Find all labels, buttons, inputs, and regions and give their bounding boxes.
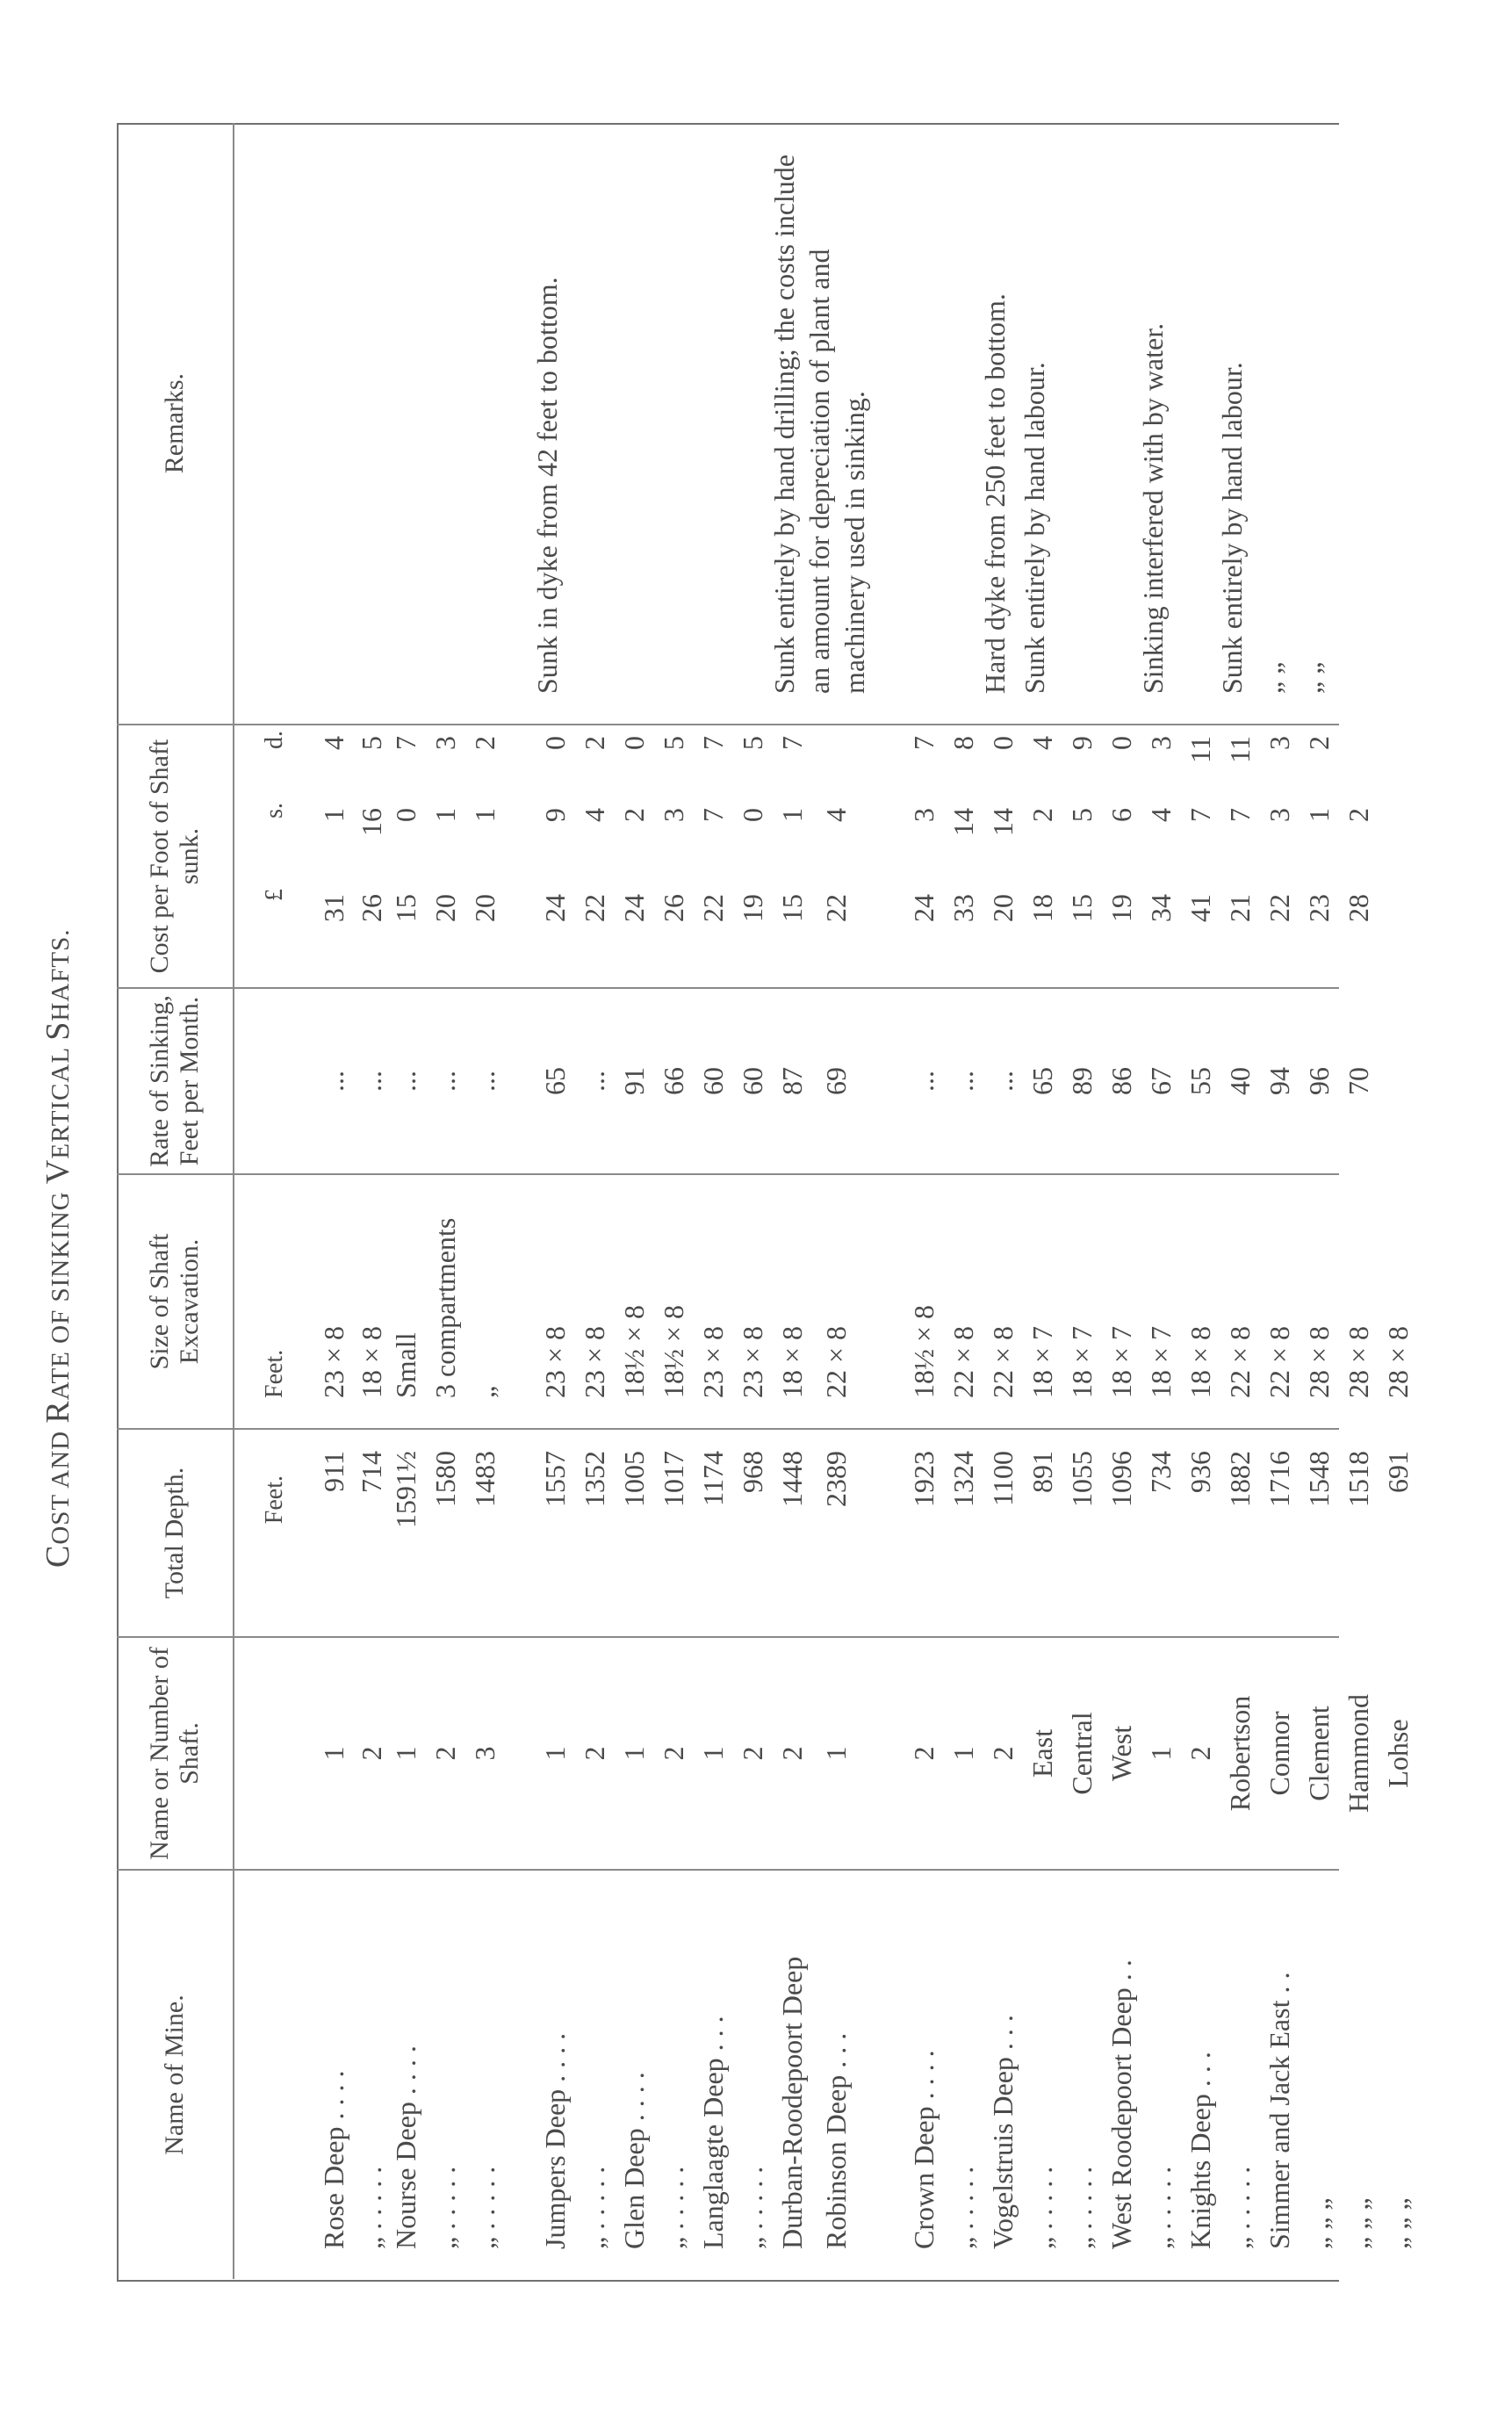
rate-cell: 86 bbox=[1105, 1067, 1137, 1095]
size-cell: 18½ × 8 bbox=[657, 1304, 689, 1398]
rate-cell: 89 bbox=[1065, 1067, 1098, 1095]
pounds-value: 21 bbox=[1223, 894, 1256, 922]
size-cell: 22 × 8 bbox=[819, 1325, 852, 1398]
mine-name-cell: Langlaagte Deep . . . bbox=[696, 2016, 729, 2249]
pounds-value: 22 bbox=[819, 894, 852, 922]
depth-cell: 1100 bbox=[986, 1451, 1019, 1506]
pence-value: 3 bbox=[428, 736, 461, 750]
depth-cell: 1017 bbox=[657, 1451, 689, 1507]
rate-cell: ... bbox=[578, 1071, 610, 1092]
pounds-value: 20 bbox=[986, 894, 1019, 922]
size-cell: 3 compartments bbox=[428, 1217, 461, 1398]
shillings-value: 7 bbox=[696, 808, 729, 822]
cost-values bbox=[1224, 725, 1256, 987]
size-cell: 18½ × 8 bbox=[907, 1304, 940, 1398]
cost-values bbox=[618, 725, 651, 987]
header-rule bbox=[233, 989, 234, 1173]
mine-name-cell: „ . . . . . bbox=[355, 2166, 387, 2249]
shaft-name-cell: 2 bbox=[428, 1746, 461, 1761]
shillings-value: 1 bbox=[775, 808, 808, 822]
pence-value bbox=[1343, 736, 1375, 808]
shillings-value: 1 bbox=[428, 808, 461, 822]
pounds-value: 41 bbox=[1184, 894, 1216, 922]
shaft-name-cell: Hammond bbox=[1342, 1693, 1374, 1814]
rate-cell: 60 bbox=[736, 1067, 768, 1095]
size-cell: 18 × 7 bbox=[1144, 1325, 1177, 1398]
header-remarks: Remarks. bbox=[160, 372, 189, 474]
size-cell: 18 × 7 bbox=[1026, 1325, 1058, 1398]
cost-values bbox=[697, 725, 730, 987]
cost-values bbox=[469, 725, 501, 987]
rate-cell: 67 bbox=[1144, 1067, 1177, 1095]
depth-cell: 1580 bbox=[428, 1451, 461, 1507]
mine-name-cell: „ . . . . . bbox=[428, 2166, 461, 2249]
pence-value bbox=[820, 736, 853, 808]
pence-value: 7 bbox=[696, 736, 729, 750]
header-rule bbox=[233, 725, 234, 987]
pence-unit: d. bbox=[261, 731, 288, 749]
mine-name-cell: „ . . . . . bbox=[1065, 2166, 1098, 2249]
shaft-name-cell: Lohse bbox=[1381, 1719, 1414, 1788]
pounds-value: 23 bbox=[1302, 894, 1335, 922]
rate-cell: 66 bbox=[657, 1067, 689, 1095]
column-remarks bbox=[117, 123, 1339, 724]
shillings-value: 14 bbox=[947, 808, 979, 836]
shaft-name-cell: 2 bbox=[355, 1746, 387, 1761]
pence-value: 5 bbox=[657, 736, 689, 750]
rate-cell: ... bbox=[355, 1071, 387, 1092]
pounds-value: 24 bbox=[617, 894, 650, 922]
shaft-name-cell: East bbox=[1026, 1728, 1058, 1778]
depth-cell: 911 bbox=[317, 1451, 349, 1492]
mine-name-cell: Knights Deep . . . bbox=[1184, 2052, 1216, 2249]
cost-values bbox=[947, 725, 980, 987]
pence-value: 3 bbox=[1144, 736, 1177, 750]
depth-cell: 714 bbox=[355, 1451, 387, 1493]
pence-value: 4 bbox=[317, 736, 349, 750]
pounds-value: 28 bbox=[1342, 894, 1374, 922]
shillings-unit: s. bbox=[261, 803, 288, 819]
pounds-value: 19 bbox=[736, 894, 768, 922]
rate-cell: ... bbox=[389, 1071, 421, 1092]
cost-cell bbox=[1372, 725, 1423, 987]
size-cell: 18½ × 8 bbox=[617, 1304, 650, 1398]
shaft-name-cell: 1 bbox=[819, 1746, 852, 1761]
shillings-value: 1 bbox=[317, 808, 349, 822]
mine-name-cell: Crown Deep . . . . bbox=[907, 2050, 940, 2249]
header-rule bbox=[233, 1638, 234, 1869]
pence-value: 0 bbox=[1105, 736, 1137, 750]
size-cell: „ bbox=[468, 1385, 500, 1398]
shaft-name-cell: 1 bbox=[617, 1746, 650, 1761]
remarks-cell: Sinking interfered with by water. bbox=[1137, 322, 1169, 694]
remarks-cell: Hard dyke from 250 feet to bottom. bbox=[979, 293, 1011, 694]
shillings-value: 16 bbox=[355, 808, 387, 836]
shaft-name-cell: 1 bbox=[947, 1746, 979, 1761]
depth-cell: 1448 bbox=[775, 1451, 808, 1507]
size-cell: 22 × 8 bbox=[986, 1325, 1019, 1398]
cost-values bbox=[1264, 725, 1296, 987]
pounds-value: 20 bbox=[468, 894, 500, 922]
rate-cell: 40 bbox=[1223, 1067, 1256, 1095]
rate-cell: ... bbox=[428, 1071, 461, 1092]
depth-cell: 1716 bbox=[1263, 1451, 1295, 1507]
depth-unit: Feet. bbox=[261, 1475, 288, 1525]
depth-cell: 1591½ bbox=[389, 1451, 421, 1528]
pounds-value: 31 bbox=[317, 894, 349, 922]
size-cell: Small bbox=[389, 1332, 421, 1398]
remarks-cell: Sunk entirely by hand labour. bbox=[1216, 362, 1248, 694]
cost-values bbox=[318, 725, 350, 987]
column-shaft bbox=[117, 1636, 1414, 1869]
bottom-rule bbox=[117, 2280, 1339, 2282]
pence-value: 2 bbox=[1302, 736, 1335, 750]
shaft-name-cell: Robertson bbox=[1223, 1695, 1256, 1812]
header-rule bbox=[233, 1871, 234, 2279]
depth-cell: 1352 bbox=[578, 1451, 610, 1507]
shillings-value: 4 bbox=[578, 808, 610, 822]
depth-cell: 936 bbox=[1184, 1451, 1216, 1493]
mine-name-cell: „ . . . . . bbox=[657, 2166, 689, 2249]
cost-values bbox=[539, 725, 572, 987]
pounds-value: 19 bbox=[1105, 894, 1137, 922]
shaft-name-cell: 2 bbox=[907, 1746, 940, 1761]
pounds-unit: £ bbox=[261, 889, 288, 901]
size-cell: 23 × 8 bbox=[696, 1325, 729, 1398]
mine-name-cell: „ „ „ bbox=[1302, 2197, 1335, 2249]
size-cell: 18 × 7 bbox=[1065, 1325, 1098, 1398]
size-cell: 23 × 8 bbox=[578, 1325, 610, 1398]
remarks-cell: Sunk entirely by hand labour. bbox=[1019, 362, 1050, 694]
shaft-name-cell: 1 bbox=[389, 1746, 421, 1761]
cost-cell bbox=[459, 725, 510, 987]
shaft-name-cell: 1 bbox=[696, 1746, 729, 1761]
cost-units bbox=[261, 720, 289, 982]
shaft-name-cell: Clement bbox=[1302, 1706, 1335, 1801]
shaft-name-cell: 2 bbox=[578, 1746, 610, 1761]
shaft-name-cell: 1 bbox=[538, 1746, 571, 1761]
size-cell: 22 × 8 bbox=[1263, 1325, 1295, 1398]
shillings-value: 4 bbox=[1144, 808, 1177, 822]
shaft-name-cell: 3 bbox=[468, 1746, 500, 1761]
column-rate bbox=[117, 987, 1374, 1173]
shillings-value: 6 bbox=[1105, 808, 1137, 822]
mine-name-cell: „ „ „ bbox=[1342, 2197, 1374, 2249]
shillings-value: 7 bbox=[1223, 808, 1256, 822]
mine-name-cell: „ . . . . . bbox=[947, 2166, 979, 2249]
mine-name-cell: Nourse Deep . . . . bbox=[389, 2045, 421, 2249]
shillings-value: 4 bbox=[819, 808, 852, 822]
mine-name-cell: Rose Deep . . . . bbox=[317, 2070, 349, 2249]
pence-value: 0 bbox=[538, 736, 571, 750]
page-title: COST AND RATE OF SINKING VERTICAL SHAFTS. bbox=[40, 928, 76, 1568]
rate-cell: ... bbox=[986, 1071, 1019, 1092]
rate-cell: 60 bbox=[696, 1067, 729, 1095]
size-cell: 23 × 8 bbox=[317, 1325, 349, 1398]
size-cell: 23 × 8 bbox=[538, 1325, 571, 1398]
cost-values bbox=[1184, 725, 1217, 987]
pounds-value: 22 bbox=[578, 894, 610, 922]
depth-cell: 1483 bbox=[468, 1451, 500, 1507]
mine-name-cell: Vogelstruis Deep . . . bbox=[986, 2015, 1019, 2249]
pounds-value: 33 bbox=[947, 894, 979, 922]
cost-values bbox=[1343, 725, 1375, 987]
shaft-name-cell: West bbox=[1105, 1725, 1137, 1782]
size-cell: 18 × 8 bbox=[1184, 1325, 1216, 1398]
pounds-value: 24 bbox=[538, 894, 571, 922]
column-depth bbox=[117, 1428, 1414, 1636]
column-size bbox=[117, 1173, 1414, 1428]
pounds-value: 15 bbox=[389, 894, 421, 922]
pounds-value: 18 bbox=[1026, 894, 1058, 922]
rate-cell: 69 bbox=[819, 1067, 852, 1095]
pence-value: 0 bbox=[986, 736, 1019, 750]
rate-cell bbox=[1372, 989, 1423, 1173]
depth-cell: 1055 bbox=[1065, 1451, 1098, 1507]
shillings-value: 7 bbox=[1184, 808, 1216, 822]
mine-name-cell: „ . . . . . bbox=[578, 2166, 610, 2249]
shaft-name-cell: 2 bbox=[657, 1746, 689, 1761]
remarks-cell: Sunk entirely by hand drilling; the costs include an amount for depreciation of plant and machinery used in sinking. bbox=[768, 154, 870, 694]
pence-value: 2 bbox=[578, 736, 610, 750]
shillings-value: 2 bbox=[617, 808, 650, 822]
mine-name-cell: „ . . . . . bbox=[736, 2166, 768, 2249]
mine-name-cell: „ . . . . . bbox=[468, 2166, 500, 2249]
shillings-value: 14 bbox=[986, 808, 1019, 836]
shaft-name-cell: Connor bbox=[1263, 1711, 1295, 1796]
remarks-cell: Sunk in dyke from 42 feet to bottom. bbox=[531, 277, 563, 694]
mine-name-cell: Simmer and Jack East . . bbox=[1263, 1972, 1295, 2249]
pence-value: 7 bbox=[907, 736, 940, 750]
size-cell: 28 × 8 bbox=[1302, 1325, 1335, 1398]
header-rule bbox=[233, 1430, 234, 1636]
mine-name-cell: „ . . . . . bbox=[1144, 2166, 1177, 2249]
pounds-value: 15 bbox=[775, 894, 808, 922]
cost-values bbox=[658, 725, 690, 987]
column-mine bbox=[117, 1869, 1414, 2279]
depth-cell: 1174 bbox=[696, 1451, 729, 1506]
rate-cell: 70 bbox=[1342, 1067, 1374, 1095]
remarks-cell: „ „ bbox=[1295, 661, 1327, 694]
shaft-name-cell: Central bbox=[1065, 1712, 1098, 1795]
depth-cell: 1548 bbox=[1302, 1451, 1335, 1507]
depth-cell: 1518 bbox=[1342, 1451, 1374, 1507]
shaft-name-cell: 1 bbox=[317, 1746, 349, 1761]
header-shaft: Name or Number of Shaft. bbox=[145, 1647, 204, 1860]
pence-value: 9 bbox=[1065, 736, 1098, 750]
mine-name-cell: Jumpers Deep . . . . bbox=[538, 2032, 571, 2249]
cost-values bbox=[737, 725, 769, 987]
mine-name-cell: Durban-Roodepoort Deep bbox=[775, 1956, 808, 2249]
pence-value: 11 bbox=[1223, 736, 1256, 763]
pounds-value: 34 bbox=[1144, 894, 1177, 922]
cost-values bbox=[429, 725, 462, 987]
shillings-value: 9 bbox=[538, 808, 571, 822]
pence-value: 7 bbox=[775, 736, 808, 750]
rate-cell: ... bbox=[907, 1071, 940, 1092]
rate-cell: ... bbox=[317, 1071, 349, 1092]
cost-values bbox=[390, 725, 422, 987]
shillings-value: 1 bbox=[468, 808, 500, 822]
mine-name-cell: „ . . . . . bbox=[1223, 2166, 1256, 2249]
shaft-name-cell: 2 bbox=[986, 1746, 1019, 1761]
depth-cell: 734 bbox=[1144, 1451, 1177, 1493]
cost-values bbox=[908, 725, 940, 987]
size-cell: 18 × 7 bbox=[1105, 1325, 1137, 1398]
pounds-value: 24 bbox=[907, 894, 940, 922]
header-cost: Cost per Foot of Shaft sunk. bbox=[145, 739, 204, 974]
remarks-cell: „ „ bbox=[1256, 661, 1287, 694]
pence-value: 2 bbox=[468, 736, 500, 750]
depth-cell: 2389 bbox=[819, 1451, 852, 1507]
header-rate: Rate of Sinking, Feet per Month. bbox=[145, 995, 204, 1167]
size-unit: Feet. bbox=[261, 1349, 288, 1398]
size-cell: 22 × 8 bbox=[1223, 1325, 1256, 1398]
rate-cell: ... bbox=[947, 1071, 979, 1092]
cost-values bbox=[579, 725, 611, 987]
depth-cell: 1882 bbox=[1223, 1451, 1256, 1507]
pence-value: 4 bbox=[1026, 736, 1058, 750]
cost-values bbox=[1105, 725, 1138, 987]
header-rule bbox=[233, 123, 234, 724]
rate-cell: 94 bbox=[1263, 1067, 1295, 1095]
cost-values bbox=[776, 725, 809, 987]
pounds-value: 22 bbox=[696, 894, 729, 922]
cost-values bbox=[1303, 725, 1336, 987]
pence-value: 7 bbox=[389, 736, 421, 750]
shillings-value: 3 bbox=[657, 808, 689, 822]
pence-value: 5 bbox=[736, 736, 768, 750]
depth-cell: 1557 bbox=[538, 1451, 571, 1507]
depth-cell: 1923 bbox=[907, 1451, 940, 1507]
cost-values bbox=[1026, 725, 1059, 987]
header-rule bbox=[233, 1175, 234, 1428]
size-cell: 18 × 8 bbox=[355, 1325, 387, 1398]
rate-cell: 91 bbox=[617, 1067, 650, 1095]
shaft-table bbox=[117, 123, 1414, 2279]
header-mine: Name of Mine. bbox=[160, 1994, 189, 2155]
header-size: Size of Shaft Excavation. bbox=[145, 1233, 204, 1370]
rate-cell: ... bbox=[468, 1071, 500, 1092]
mine-name-cell: „ . . . . . bbox=[1026, 2166, 1058, 2249]
depth-cell: 1324 bbox=[947, 1451, 979, 1507]
depth-cell: 968 bbox=[736, 1451, 768, 1493]
pounds-value: 26 bbox=[355, 894, 387, 922]
depth-cell: 1005 bbox=[617, 1451, 650, 1507]
pence-value: 8 bbox=[947, 736, 979, 750]
mine-name-cell: Robinson Deep . . . bbox=[819, 2032, 852, 2249]
shaft-name-cell: 1 bbox=[1144, 1746, 1177, 1761]
size-cell: 22 × 8 bbox=[947, 1325, 979, 1398]
cost-values bbox=[987, 725, 1019, 987]
rate-cell: 65 bbox=[1026, 1067, 1058, 1095]
mine-name-cell: „ „ „ bbox=[1381, 2197, 1414, 2249]
size-cell: 23 × 8 bbox=[736, 1325, 768, 1398]
pounds-value: 26 bbox=[657, 894, 689, 922]
depth-cell: 1096 bbox=[1105, 1451, 1137, 1507]
cost-values bbox=[820, 725, 853, 987]
cost-values bbox=[1066, 725, 1098, 987]
shillings-value: 3 bbox=[1263, 808, 1295, 822]
pounds-value: 22 bbox=[1263, 894, 1295, 922]
pounds-value: 20 bbox=[428, 894, 461, 922]
header-depth: Total Depth. bbox=[160, 1467, 189, 1599]
depth-cell: 891 bbox=[1026, 1451, 1058, 1493]
pence-value: 3 bbox=[1263, 736, 1295, 750]
pence-value: 0 bbox=[617, 736, 650, 750]
size-cell: 18 × 8 bbox=[775, 1325, 808, 1398]
shillings-value: 1 bbox=[1302, 808, 1335, 822]
shaft-name-cell: 2 bbox=[736, 1746, 768, 1761]
depth-cell: 691 bbox=[1381, 1451, 1414, 1493]
cost-cell bbox=[810, 725, 861, 987]
shaft-name-cell: 2 bbox=[1184, 1746, 1216, 1761]
rate-cell: 96 bbox=[1302, 1067, 1335, 1095]
cost-values bbox=[1145, 725, 1177, 987]
pence-value: 11 bbox=[1184, 736, 1216, 763]
mine-name-cell: Glen Deep . . . . bbox=[617, 2072, 650, 2249]
pence-value: 5 bbox=[355, 736, 387, 750]
pounds-value: 15 bbox=[1065, 894, 1098, 922]
size-cell: 28 × 8 bbox=[1381, 1325, 1414, 1398]
shillings-value: 0 bbox=[736, 808, 768, 822]
shillings-value: 2 bbox=[1026, 808, 1058, 822]
rate-cell: 65 bbox=[538, 1067, 571, 1095]
size-cell: 28 × 8 bbox=[1342, 1325, 1374, 1398]
shillings-value: 0 bbox=[389, 808, 421, 822]
shillings-value: 3 bbox=[907, 808, 940, 822]
mine-name-cell: West Roodepoort Deep . . bbox=[1105, 1959, 1137, 2249]
shaft-name-cell: 2 bbox=[775, 1746, 808, 1761]
shillings-value: 5 bbox=[1065, 808, 1098, 822]
shillings-value: 2 bbox=[1342, 808, 1374, 822]
rate-cell: 55 bbox=[1184, 1067, 1216, 1095]
rate-cell: 87 bbox=[775, 1067, 808, 1095]
column-cost bbox=[117, 724, 1374, 987]
